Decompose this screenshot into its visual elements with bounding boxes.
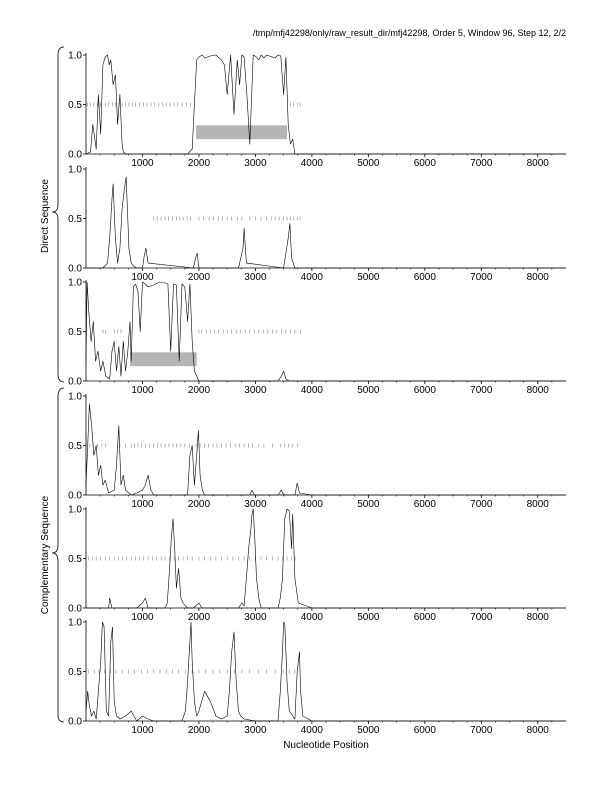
x-tick-label: 6000 (413, 499, 436, 510)
x-tick-label: 3000 (244, 385, 267, 396)
x-tick-label: 6000 (413, 272, 436, 283)
y-tick-label: 0.5 (68, 441, 82, 452)
x-tick-label: 5000 (357, 385, 380, 396)
series-line (86, 509, 566, 608)
x-tick-label: 7000 (470, 612, 493, 623)
x-tick-label: 4000 (300, 499, 324, 510)
x-tick-label: 5000 (357, 725, 380, 736)
y-tick-label: 0.5 (68, 667, 82, 678)
x-tick-label: 4000 (300, 725, 324, 736)
x-tick-label: 3000 (244, 612, 267, 623)
x-tick-label: 7000 (470, 158, 493, 169)
x-tick-label: 2000 (187, 499, 211, 510)
y-tick-label: 1.0 (68, 50, 82, 62)
x-tick-label: 2000 (187, 158, 211, 169)
series-line (86, 404, 566, 495)
highlight-box (196, 125, 287, 139)
y-tick-label: 0.5 (68, 327, 82, 338)
complementary-sequence-brace (52, 388, 64, 722)
x-tick-label: 1000 (131, 612, 154, 623)
panel-2 (68, 165, 566, 284)
x-tick-label: 8000 (526, 612, 549, 623)
y-tick-label: 0.0 (68, 376, 82, 388)
x-tick-label: 8000 (526, 725, 549, 736)
x-tick-label: 7000 (470, 272, 493, 283)
y-tick-label: 1.0 (68, 617, 82, 629)
y-tick-label: 0.0 (68, 490, 82, 502)
x-tick-label: 5000 (357, 612, 380, 623)
x-tick-label: 7000 (470, 499, 493, 510)
x-tick-label: 1000 (131, 725, 154, 736)
panel-6 (68, 618, 566, 737)
y-tick-label: 0.0 (68, 716, 82, 728)
x-axis-label: Nucleotide Position (283, 740, 369, 751)
x-tick-label: 7000 (470, 385, 493, 396)
direct-sequence-brace (52, 47, 64, 382)
x-tick-label: 2000 (187, 272, 211, 283)
complementary-sequence-label: Complementary Sequence (40, 495, 51, 615)
x-tick-label: 2000 (187, 725, 211, 736)
x-tick-label: 3000 (244, 725, 267, 736)
x-tick-label: 8000 (526, 272, 549, 283)
y-tick-label: 1.0 (68, 277, 82, 289)
x-tick-label: 5000 (357, 158, 380, 169)
x-tick-label: 7000 (470, 725, 493, 736)
x-tick-label: 1000 (131, 272, 154, 283)
y-tick-label: 1.0 (68, 391, 82, 403)
x-tick-label: 4000 (300, 385, 324, 396)
x-tick-label: 6000 (413, 612, 436, 623)
y-tick-label: 0.0 (68, 603, 82, 615)
x-tick-label: 4000 (300, 612, 324, 623)
x-tick-label: 4000 (300, 158, 324, 169)
x-tick-label: 3000 (244, 272, 267, 283)
x-tick-label: 3000 (244, 499, 267, 510)
x-tick-label: 8000 (526, 158, 549, 169)
series-line (86, 55, 566, 154)
chart-header-title: /tmp/mfj42298/only/raw_result_dir/mfj42298, Order 5, Window 96, Step 12, 2/2 (252, 28, 566, 38)
y-tick-label: 1.0 (68, 504, 82, 516)
direct-sequence-label: Direct Sequence (40, 179, 51, 253)
panel-4 (68, 392, 566, 511)
y-tick-label: 0.0 (68, 149, 82, 161)
x-tick-label: 2000 (187, 612, 211, 623)
series-line (86, 622, 566, 721)
y-tick-label: 0.5 (68, 554, 82, 565)
x-tick-label: 2000 (187, 385, 211, 396)
x-tick-label: 5000 (357, 272, 380, 283)
x-tick-label: 6000 (413, 385, 436, 396)
x-tick-label: 3000 (244, 158, 267, 169)
x-tick-label: 8000 (526, 499, 549, 510)
x-tick-label: 1000 (131, 499, 154, 510)
x-tick-label: 6000 (413, 158, 436, 169)
x-tick-label: 5000 (357, 499, 380, 510)
panel-5 (68, 505, 566, 624)
x-tick-label: 1000 (131, 385, 154, 396)
highlight-box (130, 352, 197, 366)
x-tick-label: 8000 (526, 385, 549, 396)
y-tick-label: 0.5 (68, 100, 82, 111)
x-tick-label: 6000 (413, 725, 436, 736)
y-tick-label: 1.0 (68, 164, 82, 176)
x-tick-label: 4000 (300, 272, 324, 283)
series-line (86, 177, 566, 268)
x-tick-label: 1000 (131, 158, 154, 169)
y-tick-label: 0.0 (68, 263, 82, 275)
y-tick-label: 0.5 (68, 214, 82, 225)
panel-3 (68, 278, 566, 397)
panel-1 (68, 51, 566, 170)
